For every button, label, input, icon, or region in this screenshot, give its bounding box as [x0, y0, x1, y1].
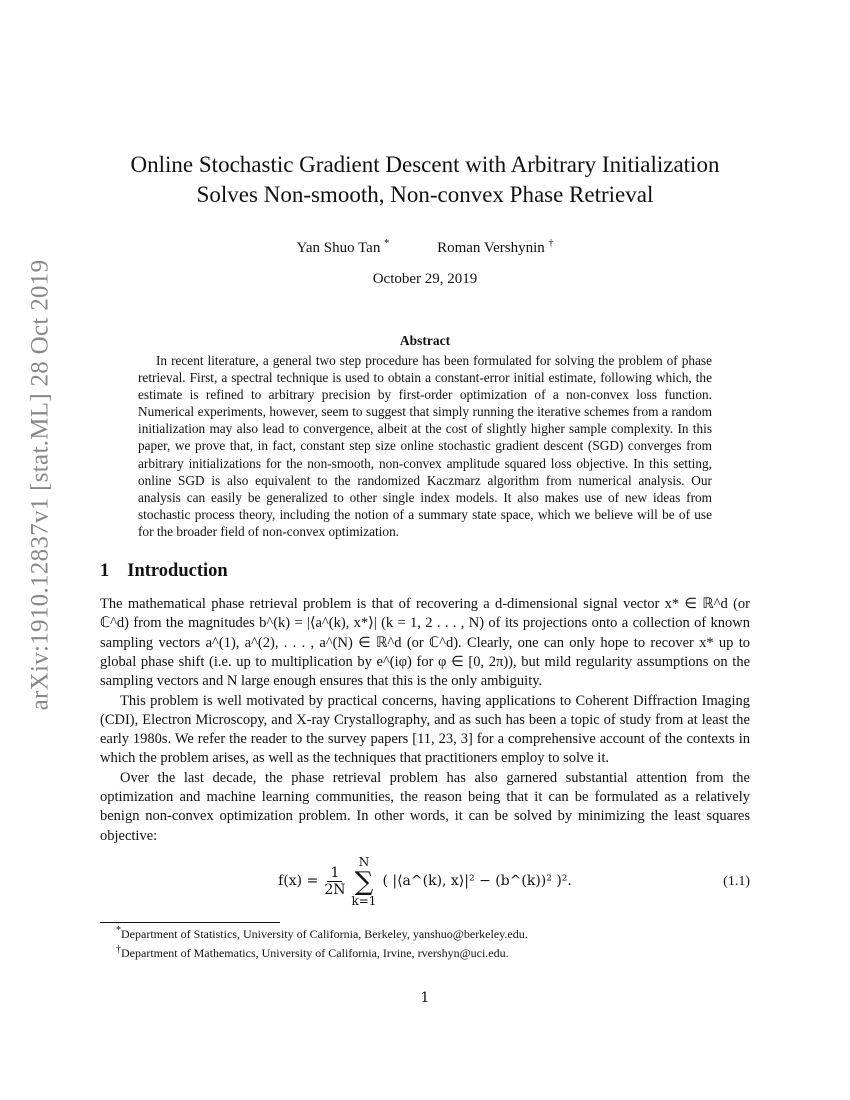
page-number: 1 — [420, 990, 430, 1006]
paper-title — [100, 150, 750, 210]
arxiv-stamp — [10, 259, 70, 711]
summation: N ∑ k=1 — [351, 854, 377, 908]
section-number: 1 — [100, 561, 110, 582]
equation-block — [100, 850, 750, 914]
paper-page — [100, 150, 750, 961]
abstract — [138, 331, 712, 540]
equation-number: (1.1) — [723, 873, 750, 889]
sigma-symbol: ∑ — [354, 866, 374, 897]
paragraph: This problem is well motivated by practical concerns, having applications to Coherent Diffraction Imaging (CDI), Electron Microscopy, and X-ray Crystallography, and as such has been a topic of study from at least the early 1980s. We refer the reader to the survey papers [11, 23, 3] for a comprehensive account of the contexts in which the problem arises, as well as the techniques that practitioners employ to solve it. — [100, 692, 750, 767]
paragraph: The mathematical phase retrieval problem is that of recovering a d-dimensional signal vector x* ∈ ℝ^d (or ℂ^d) from the magnitudes b^(k) = |⟨a^(k), x*⟩| (k = 1, 2 . . . , N) of its projections onto a collection of known sampling vectors a^(1), a^(2), . . . , a^(N) ∈ ℝ^d (or ℂ^d). Clearly, one can only hope to recover x* up to global phase shift (i.e. up to multiplication by e^(iφ) for φ ∈ [0, 2π)), but mild regularity assumptions on the sampling vectors and N large enough ensures that this is the only ambiguity. — [100, 596, 750, 690]
arxiv-stamp-text: arXiv:1910.12837v1 [stat.ML] 28 Oct 2019 — [26, 259, 53, 711]
abstract-heading: Abstract — [399, 333, 451, 348]
footnote: *Department of Statistics, University of California, Berkeley, yanshuo@berkeley.edu. — [116, 924, 528, 941]
section-title: Introduction — [127, 561, 228, 582]
equation — [100, 850, 750, 914]
equation-body: ( |⟨a^(k), x⟩|² − (b^(k))² )². — [382, 873, 572, 890]
paragraph: Over the last decade, the phase retrieval problem has also garnered substantial attention from the optimization and machine learning communities, the reason being that it can be formulated as a relatively benign non-convex optimization problem. In other words, it can be solved by minimizing the least squares objective: — [100, 769, 750, 844]
author: Roman Vershynin † — [437, 238, 554, 256]
footnote: †Department of Mathematics, University of California, Irvine, rvershyn@uci.edu. — [116, 943, 509, 960]
equation-fraction: $\frac{1}{2N}$ — [324, 865, 346, 899]
author-list — [100, 234, 750, 258]
title-line-1: Online Stochastic Gradient Descent with Arbitrary Initialization — [130, 152, 720, 177]
author: Yan Shuo Tan * — [296, 238, 390, 256]
section-heading — [100, 562, 750, 581]
equation-lhs: f(x) = — [278, 873, 319, 890]
paper-date: October 29, 2019 — [372, 271, 478, 287]
abstract-body: In recent literature, a general two step procedure has been formulated for solving the problem of phase retrieval. First, a spectral technique is used to obtain a constant-error initial estimate, following which, the estimate is refined to arbitrary precision by first-order optimization of a non-convex loss function. Numerical experiments, however, seem to suggest that simply running the iterative schemes from a random initialization may also lead to convergence, albeit at the cost of slightly higher sample complexity. In this paper, we prove that, in fact, constant step size online stochastic gradient descent (SGD) converges from arbitrary initializations for the non-smooth, non-convex amplitude squared loss objective. In this setting, online SGD is also equivalent to the randomized Kaczmarz algorithm from numerical analysis. Our analysis can easily be generalized to other single index models. It also makes use of new ideas from stochastic process theory, including the notion of a summary state space, which we believe will be of use for the broader field of non-convex optimization. — [138, 353, 712, 539]
title-line-2: Solves Non-smooth, Non-convex Phase Retrieval — [196, 182, 654, 207]
